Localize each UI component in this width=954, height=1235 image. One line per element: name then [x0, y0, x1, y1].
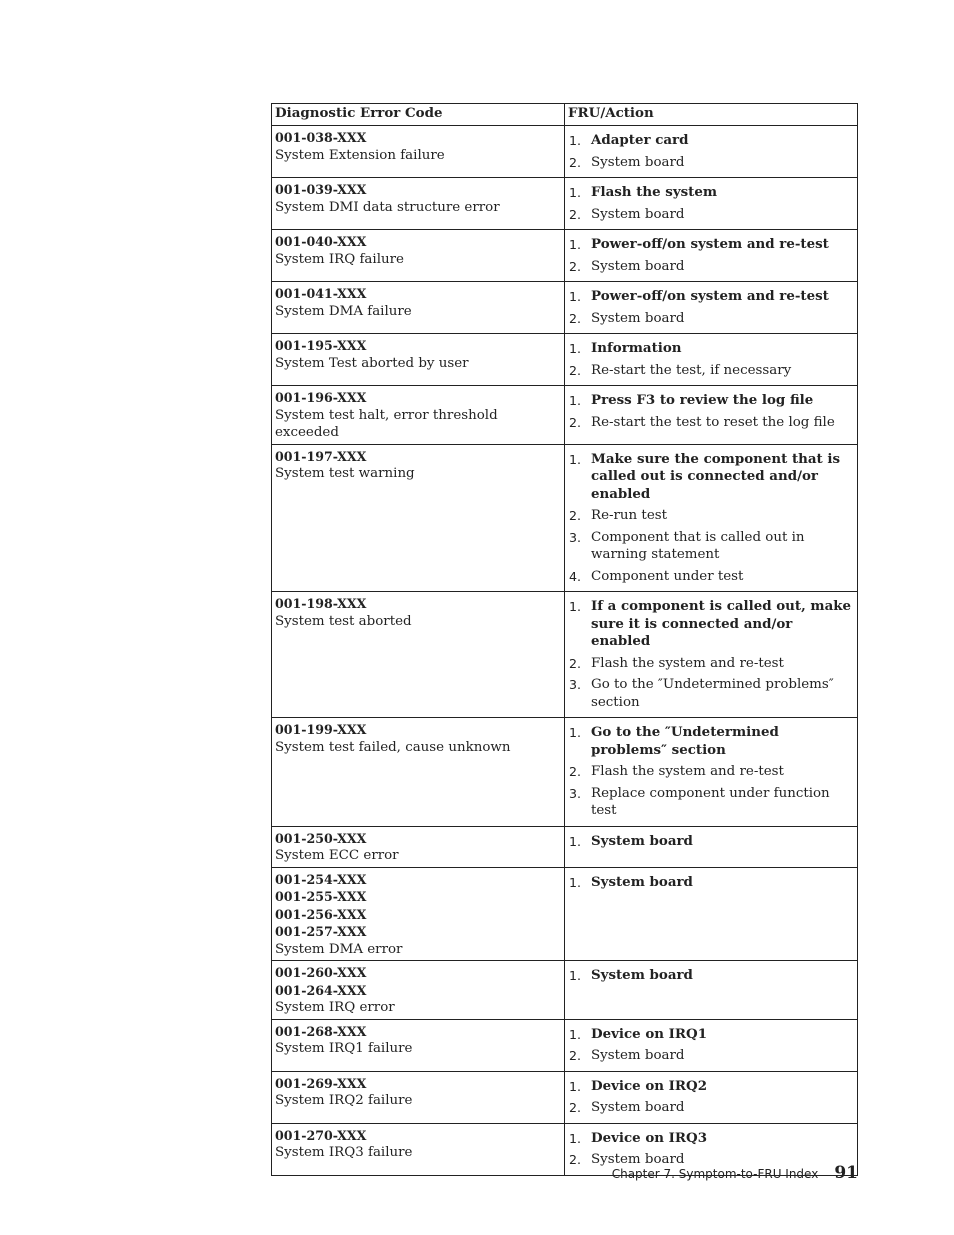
step-number: 1. — [569, 1078, 582, 1094]
step-text: Flash the system and re-test — [591, 764, 784, 779]
error-code: 001-269-XXX — [275, 1075, 367, 1091]
action-step — [569, 288, 852, 306]
page-number: 91 — [834, 1163, 858, 1183]
fru-action-cell — [565, 718, 858, 827]
error-code-cell — [272, 282, 565, 334]
table-row — [272, 282, 858, 334]
error-code: 001-041-XXX — [275, 286, 367, 301]
action-list — [569, 184, 852, 223]
step-number: 2. — [569, 1048, 582, 1063]
error-description: System IRQ failure — [275, 251, 404, 267]
error-code-cell — [272, 386, 565, 445]
action-step — [569, 236, 852, 254]
table-row — [272, 1071, 858, 1123]
fru-action-cell — [565, 592, 858, 718]
error-code: 001-257-XXX — [275, 924, 367, 939]
step-text: System board — [591, 258, 685, 274]
table-row — [272, 126, 858, 178]
step-number: 2. — [569, 206, 582, 222]
step-number: 2. — [569, 655, 582, 671]
step-text: Device on IRQ2 — [591, 1077, 708, 1094]
action-step — [569, 1026, 852, 1044]
step-number: 1. — [569, 1130, 582, 1146]
step-number: 2. — [569, 258, 582, 274]
error-description: System DMA failure — [275, 303, 412, 319]
action-list — [569, 1078, 852, 1117]
step-number: 4. — [569, 568, 582, 584]
action-step — [569, 451, 852, 504]
action-step — [569, 967, 852, 985]
step-number: 1. — [569, 833, 582, 849]
action-list — [569, 598, 852, 711]
step-text: Component that is called out in warning statement — [591, 529, 805, 562]
table-row — [272, 592, 858, 718]
table-row — [272, 867, 858, 961]
step-text: System board — [591, 154, 685, 170]
step-text: Flash the system and re-test — [591, 655, 784, 671]
fru-action-cell — [565, 1019, 858, 1071]
step-number: 1. — [569, 289, 582, 304]
step-text: Flash the system — [591, 184, 718, 200]
step-text: Information — [591, 340, 682, 356]
fru-action-cell — [565, 126, 858, 178]
action-step — [569, 258, 852, 276]
step-number: 1. — [569, 185, 582, 200]
step-text: Press F3 to review the log file — [591, 392, 814, 408]
error-code-cell — [272, 1123, 565, 1175]
step-text: System board — [591, 206, 685, 222]
error-code-cell — [272, 867, 565, 961]
error-code-cell — [272, 334, 565, 386]
table-row — [272, 444, 858, 592]
error-code-cell — [272, 126, 565, 178]
fru-action-cell — [565, 386, 858, 445]
action-step — [569, 414, 852, 432]
error-code: 001-199-XXX — [275, 722, 367, 737]
action-list — [569, 132, 852, 171]
step-text: Make sure the component that is called out is connected and/or enabled — [591, 450, 841, 502]
error-description: System test warning — [275, 466, 415, 481]
action-step — [569, 362, 852, 380]
action-step — [569, 1099, 852, 1117]
step-text: System board — [591, 1100, 685, 1115]
action-step — [569, 132, 852, 150]
step-number: 1. — [569, 133, 582, 148]
step-text: Replace component under function test — [591, 785, 830, 818]
fru-action-cell — [565, 1071, 858, 1123]
step-number: 3. — [569, 677, 582, 692]
action-list — [569, 288, 852, 327]
table-row — [272, 178, 858, 230]
error-code: 001-196-XXX — [275, 390, 367, 405]
step-number: 1. — [569, 451, 582, 467]
error-description: System test failed, cause unknown — [275, 739, 511, 755]
step-number: 1. — [569, 725, 582, 740]
action-step — [569, 1078, 852, 1096]
error-code-cell — [272, 826, 565, 867]
step-text: Go to the ″Undetermined problems″ section — [591, 724, 779, 758]
step-text: System board — [591, 967, 693, 983]
step-text: Go to the ″Undetermined problems″ section — [591, 677, 834, 710]
table-row — [272, 230, 858, 282]
step-number: 2. — [569, 1100, 582, 1115]
action-step — [569, 655, 852, 673]
error-code-cell — [272, 1019, 565, 1071]
table-row — [272, 826, 858, 867]
column-header-error-code: Diagnostic Error Code — [272, 104, 565, 126]
action-step — [569, 676, 852, 711]
page-footer — [612, 1163, 858, 1183]
action-step — [569, 598, 852, 651]
step-number: 1. — [569, 599, 582, 614]
action-list — [569, 340, 852, 379]
step-text: Adapter card — [591, 132, 689, 148]
error-code-cell — [272, 230, 565, 282]
error-description: System IRQ error — [275, 1000, 395, 1015]
error-code: 001-040-XXX — [275, 234, 367, 249]
step-text: Re-run test — [591, 508, 667, 523]
action-step — [569, 184, 852, 202]
action-step — [569, 529, 852, 564]
error-description: System DMA error — [275, 941, 403, 957]
error-code-cell — [272, 178, 565, 230]
action-step — [569, 507, 852, 525]
step-text: Re-start the test, if necessary — [591, 362, 792, 378]
error-code: 001-255-XXX — [275, 889, 367, 904]
error-code: 001-197-XXX — [275, 448, 367, 464]
step-number: 1. — [569, 1026, 582, 1042]
error-code-cell — [272, 1071, 565, 1123]
error-code: 001-270-XXX — [275, 1127, 367, 1143]
step-number: 2. — [569, 1152, 582, 1167]
action-step — [569, 874, 852, 892]
action-step — [569, 763, 852, 781]
table-body — [272, 126, 858, 1176]
column-header-fru-action: FRU/Action — [565, 104, 858, 126]
table-row — [272, 718, 858, 827]
fru-action-cell — [565, 826, 858, 867]
error-code-cell — [272, 961, 565, 1020]
fru-action-cell — [565, 961, 858, 1020]
step-number: 1. — [569, 341, 582, 356]
step-number: 1. — [569, 393, 582, 408]
step-text: System board — [591, 873, 693, 890]
action-step — [569, 340, 852, 358]
step-text: System board — [591, 1048, 685, 1063]
action-step — [569, 785, 852, 820]
error-description: System DMI data structure error — [275, 199, 500, 215]
error-description: System ECC error — [275, 848, 399, 863]
table-row — [272, 961, 858, 1020]
step-text: If a component is called out, make sure it is connected and/or enabled — [591, 598, 852, 649]
error-code: 001-038-XXX — [275, 130, 367, 145]
step-text: System board — [591, 310, 685, 326]
error-description: System IRQ1 failure — [275, 1041, 413, 1056]
error-code: 001-195-XXX — [275, 338, 367, 353]
error-description: System Extension failure — [275, 147, 445, 163]
error-code-cell — [272, 592, 565, 718]
error-code: 001-254-XXX — [275, 871, 367, 887]
fru-action-cell — [565, 178, 858, 230]
action-list — [569, 392, 852, 431]
table-row — [272, 334, 858, 386]
error-description: System Test aborted by user — [275, 355, 469, 371]
action-step — [569, 833, 852, 851]
step-number: 2. — [569, 508, 582, 523]
action-step — [569, 392, 852, 410]
action-step — [569, 568, 852, 586]
fru-table — [271, 103, 858, 1176]
step-text: Power-off/on system and re-test — [591, 288, 829, 304]
step-number: 3. — [569, 785, 582, 801]
error-code: 001-264-XXX — [275, 982, 367, 998]
action-list — [569, 833, 852, 851]
step-number: 2. — [569, 154, 582, 170]
table-row — [272, 1019, 858, 1071]
step-number: 3. — [569, 529, 582, 545]
step-text: System board — [591, 832, 693, 849]
step-text: Re-start the test to reset the log file — [591, 414, 835, 430]
step-number: 2. — [569, 310, 582, 326]
error-description: System IRQ2 failure — [275, 1093, 413, 1108]
table-row — [272, 386, 858, 445]
error-code: 001-198-XXX — [275, 596, 367, 611]
error-code: 001-260-XXX — [275, 965, 367, 980]
action-step — [569, 206, 852, 224]
action-list — [569, 236, 852, 275]
error-description: System test aborted — [275, 613, 412, 629]
step-number: 2. — [569, 764, 582, 779]
step-text: Component under test — [591, 568, 744, 584]
action-list — [569, 1026, 852, 1065]
fru-action-cell — [565, 230, 858, 282]
step-text: System board — [591, 1152, 685, 1167]
footer-chapter-title: Chapter 7. Symptom-to-FRU Index — [611, 1167, 819, 1181]
step-text: Device on IRQ3 — [591, 1129, 708, 1146]
error-code: 001-268-XXX — [275, 1023, 367, 1039]
action-list — [569, 724, 852, 820]
action-list — [569, 874, 852, 892]
step-number: 1. — [569, 237, 582, 252]
action-list — [569, 967, 852, 985]
action-step — [569, 1047, 852, 1065]
action-step — [569, 310, 852, 328]
action-step — [569, 1130, 852, 1148]
error-code: 001-256-XXX — [275, 906, 367, 922]
error-code-cell — [272, 444, 565, 592]
fru-action-cell — [565, 282, 858, 334]
error-description: System test halt, error threshold exceeded — [275, 407, 498, 440]
step-text: Power-off/on system and re-test — [591, 236, 829, 252]
error-code-cell — [272, 718, 565, 827]
fru-action-cell — [565, 867, 858, 961]
action-list — [569, 451, 852, 586]
error-code: 001-250-XXX — [275, 830, 367, 846]
table-header-row — [272, 104, 858, 126]
action-step — [569, 154, 852, 172]
step-number: 2. — [569, 362, 582, 378]
action-step — [569, 724, 852, 759]
error-description: System IRQ3 failure — [275, 1145, 413, 1160]
fru-action-cell — [565, 444, 858, 592]
step-number: 2. — [569, 414, 582, 430]
step-number: 1. — [569, 968, 582, 983]
step-number: 1. — [569, 874, 582, 890]
error-code: 001-039-XXX — [275, 182, 367, 197]
fru-action-cell — [565, 334, 858, 386]
step-text: Device on IRQ1 — [591, 1025, 708, 1042]
